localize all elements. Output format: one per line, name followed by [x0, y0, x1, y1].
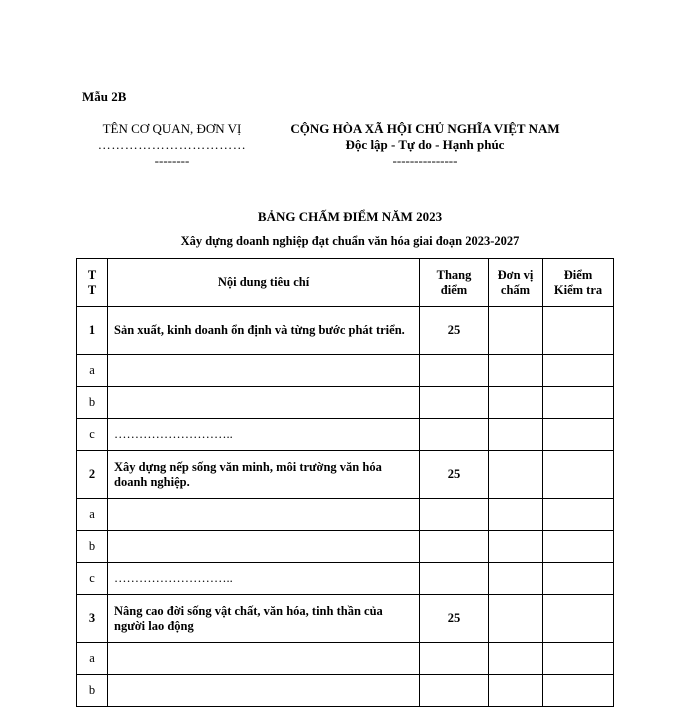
table-row: [77, 387, 614, 419]
row-scale[interactable]: [420, 355, 489, 387]
row-scale[interactable]: [420, 563, 489, 595]
row-scale: 25: [420, 307, 489, 355]
row-content: Sản xuất, kinh doanh ổn định và từng bước phát triển.: [108, 307, 420, 355]
table-row: [77, 563, 614, 595]
table-row: [77, 307, 614, 355]
form-code: Mẫu 2B: [82, 89, 127, 104]
row-check-score[interactable]: [543, 675, 614, 707]
row-stt: 3: [77, 595, 108, 643]
row-unit-score[interactable]: [489, 595, 543, 643]
table-row: [77, 643, 614, 675]
row-scale: 25: [420, 451, 489, 499]
agency-name: TÊN CƠ QUAN, ĐƠN VỊ: [102, 121, 242, 136]
row-stt: c: [77, 563, 108, 595]
table-row: [77, 419, 614, 451]
motto: Độc lập - Tự do - Hạnh phúc: [345, 137, 505, 152]
table-header-row: [77, 259, 614, 307]
row-check-score[interactable]: [543, 419, 614, 451]
row-stt: a: [77, 643, 108, 675]
document-subtitle: Xây dựng doanh nghiệp đạt chuẩn văn hóa giai đoạn 2023-2027: [180, 234, 520, 248]
document-title: BẢNG CHẤM ĐIỂM NĂM 2023: [257, 209, 443, 224]
row-scale[interactable]: [420, 419, 489, 451]
scoring-table: [76, 258, 614, 707]
row-scale: 25: [420, 595, 489, 643]
row-stt: b: [77, 387, 108, 419]
row-content[interactable]: ………………………..: [108, 419, 420, 451]
row-unit-score[interactable]: [489, 387, 543, 419]
row-unit-score[interactable]: [489, 643, 543, 675]
row-unit-score[interactable]: [489, 531, 543, 563]
row-scale[interactable]: [420, 643, 489, 675]
row-content: Nâng cao đời sống vật chất, văn hóa, tinh thần của người lao động: [108, 595, 420, 643]
agency-block: [84, 121, 260, 169]
row-unit-score[interactable]: [489, 499, 543, 531]
row-unit-score[interactable]: [489, 451, 543, 499]
agency-dots: ……………………………: [97, 137, 247, 152]
row-check-score[interactable]: [543, 499, 614, 531]
row-unit-score[interactable]: [489, 675, 543, 707]
row-check-score[interactable]: [543, 451, 614, 499]
header-check-score: Điểm Kiểm tra: [543, 259, 614, 307]
row-content[interactable]: [108, 355, 420, 387]
row-scale[interactable]: [420, 675, 489, 707]
row-content[interactable]: [108, 675, 420, 707]
nation-name: CỘNG HÒA XÃ HỘI CHỦ NGHĨA VIỆT NAM: [290, 121, 560, 136]
row-check-score[interactable]: [543, 643, 614, 675]
row-content[interactable]: ………………………..: [108, 563, 420, 595]
row-unit-score[interactable]: [489, 419, 543, 451]
row-unit-score[interactable]: [489, 355, 543, 387]
row-stt: b: [77, 675, 108, 707]
row-check-score[interactable]: [543, 307, 614, 355]
table-row: [77, 499, 614, 531]
row-scale[interactable]: [420, 531, 489, 563]
row-check-score[interactable]: [543, 563, 614, 595]
table-row: [77, 595, 614, 643]
row-check-score[interactable]: [543, 387, 614, 419]
row-scale[interactable]: [420, 499, 489, 531]
header-content: Nội dung tiêu chí: [108, 259, 420, 307]
row-unit-score[interactable]: [489, 563, 543, 595]
motto-rule: ---------------: [392, 153, 458, 168]
table-row: [77, 531, 614, 563]
row-stt: a: [77, 355, 108, 387]
row-check-score[interactable]: [543, 595, 614, 643]
row-check-score[interactable]: [543, 355, 614, 387]
row-stt: b: [77, 531, 108, 563]
table-row: [77, 675, 614, 707]
header-stt: T T: [77, 259, 108, 307]
row-stt: a: [77, 499, 108, 531]
row-scale[interactable]: [420, 387, 489, 419]
row-content: Xây dựng nếp sống văn minh, môi trường văn hóa doanh nghiệp.: [108, 451, 420, 499]
agency-rule: --------: [154, 153, 190, 168]
table-row: [77, 355, 614, 387]
row-stt: c: [77, 419, 108, 451]
table-row: [77, 451, 614, 499]
row-unit-score[interactable]: [489, 307, 543, 355]
national-heading: [268, 121, 582, 169]
row-check-score[interactable]: [543, 531, 614, 563]
row-stt: 2: [77, 451, 108, 499]
row-content[interactable]: [108, 499, 420, 531]
row-content[interactable]: [108, 387, 420, 419]
row-stt: 1: [77, 307, 108, 355]
row-content[interactable]: [108, 531, 420, 563]
header-unit-score: Đơn vị chấm: [489, 259, 543, 307]
header-scale: Thang điểm: [420, 259, 489, 307]
row-content[interactable]: [108, 643, 420, 675]
